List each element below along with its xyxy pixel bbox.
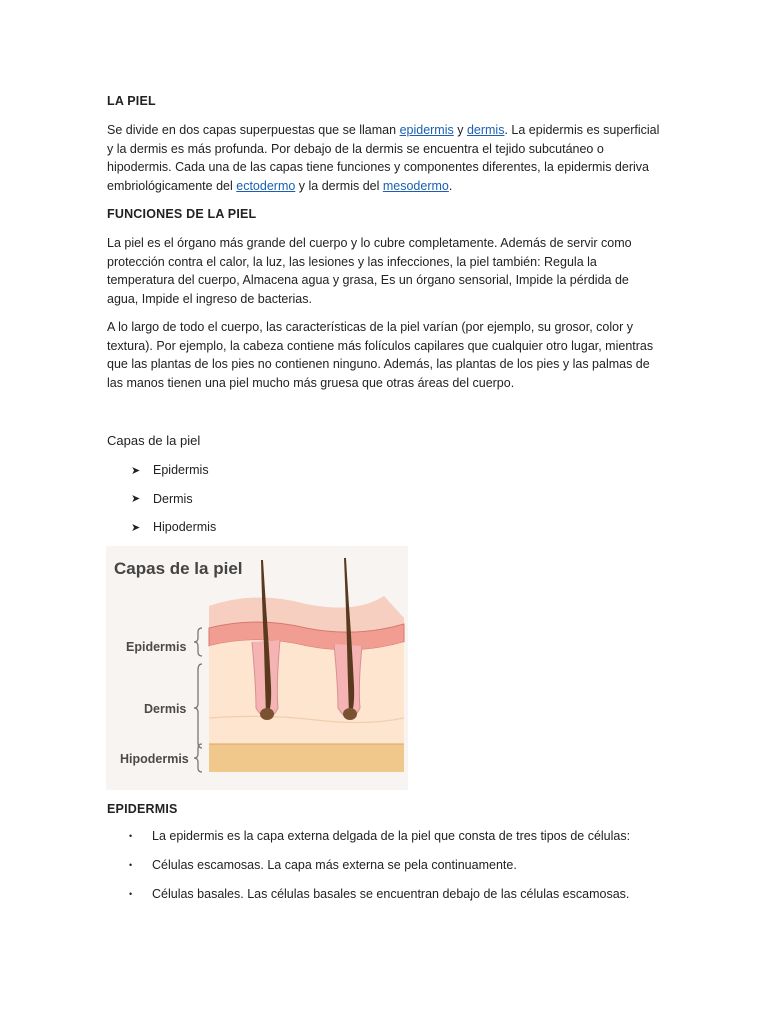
paragraph-la-piel [107, 121, 663, 196]
hair-bulb [260, 708, 274, 720]
link-epidermis[interactable]: epidermis [399, 123, 454, 137]
bullet-icon: • [129, 860, 133, 870]
list-item-label: Células basales. Las células basales se encuentran debajo de las células escamosas. [152, 887, 630, 901]
hypodermis-layer [209, 744, 404, 772]
arrow-bullet-icon: ➤ [131, 464, 141, 477]
list-item-label: Hipodermis [153, 520, 217, 535]
list-item [129, 829, 689, 858]
bullet-icon: • [129, 831, 133, 841]
link-dermis[interactable]: dermis [466, 123, 505, 137]
text: y la dermis del [295, 179, 383, 194]
epidermis-list [129, 829, 689, 916]
list-item [131, 513, 216, 542]
subheading-capas: Capas de la piel [107, 433, 201, 448]
list-item-label: Dermis [153, 491, 193, 506]
link-ectodermo[interactable]: ectodermo [236, 179, 296, 194]
link-mesodermo[interactable]: mesodermo [382, 179, 449, 194]
skin-layers-illustration [106, 546, 408, 790]
section-title-la-piel: LA PIEL [107, 94, 156, 108]
label-epidermis: Epidermis [126, 640, 187, 654]
paragraph-funciones: La piel es el órgano más grande del cuerpo y lo cubre completamente. Además de servir como protección contra el calor, la luz, las lesiones y las infecciones, la piel también: Regula la temperatura del cuerpo, Almacena agua y grasa, Es un órgano sensorial, Impide la pérdida de agua, Impide el ingreso de bacterias. [107, 236, 632, 307]
paragraph-caracteristicas: A lo largo de todo el cuerpo, las características de la piel varían (por ejemplo, su grosor, color y textura). Por ejemplo, la cabeza contiene más folículos capilares que cualquier otro lugar, mientras que las plantas de los pies no contienen ninguno. Además, las plantas de los pies y las palmas de las manos tienen una piel mucho más gruesa que otras áreas del cuerpo. [107, 320, 654, 391]
list-item [129, 887, 689, 916]
list-item [129, 858, 689, 887]
list-item-label: La epidermis es la capa externa delgada de la piel que consta de tres tipos de células: [152, 829, 631, 843]
list-item [131, 456, 216, 485]
label-hipodermis: Hipodermis [120, 752, 189, 766]
section-title-funciones: FUNCIONES DE LA PIEL [107, 207, 257, 221]
label-dermis: Dermis [144, 702, 187, 716]
dermis-layer [209, 640, 404, 744]
skin-layers-diagram [106, 546, 408, 790]
arrow-bullet-icon: ➤ [131, 493, 141, 506]
section-title-epidermis: EPIDERMIS [107, 802, 178, 816]
text: . [448, 179, 453, 194]
hair-bulb [343, 708, 357, 720]
text: Se divide en dos capas superpuestas que se llaman [107, 123, 400, 137]
list-item-label: Células escamosas. La capa más externa se pela continuamente. [152, 858, 517, 872]
layers-list [131, 456, 216, 542]
text: . La epidermis es superficial y la dermis es más profunda. Por debajo de la dermis se encuentra el tejido subcutáneo o hipodermis. Cada una de las capas tiene funciones y componentes diferentes, la epidermis deriva embriológicamente del [107, 123, 660, 194]
bullet-icon: • [129, 889, 133, 899]
list-item-label: Epidermis [153, 463, 209, 478]
arrow-bullet-icon: ➤ [131, 521, 141, 534]
list-item [131, 485, 216, 514]
text: y [453, 123, 467, 137]
figure-title: Capas de la piel [114, 559, 243, 578]
